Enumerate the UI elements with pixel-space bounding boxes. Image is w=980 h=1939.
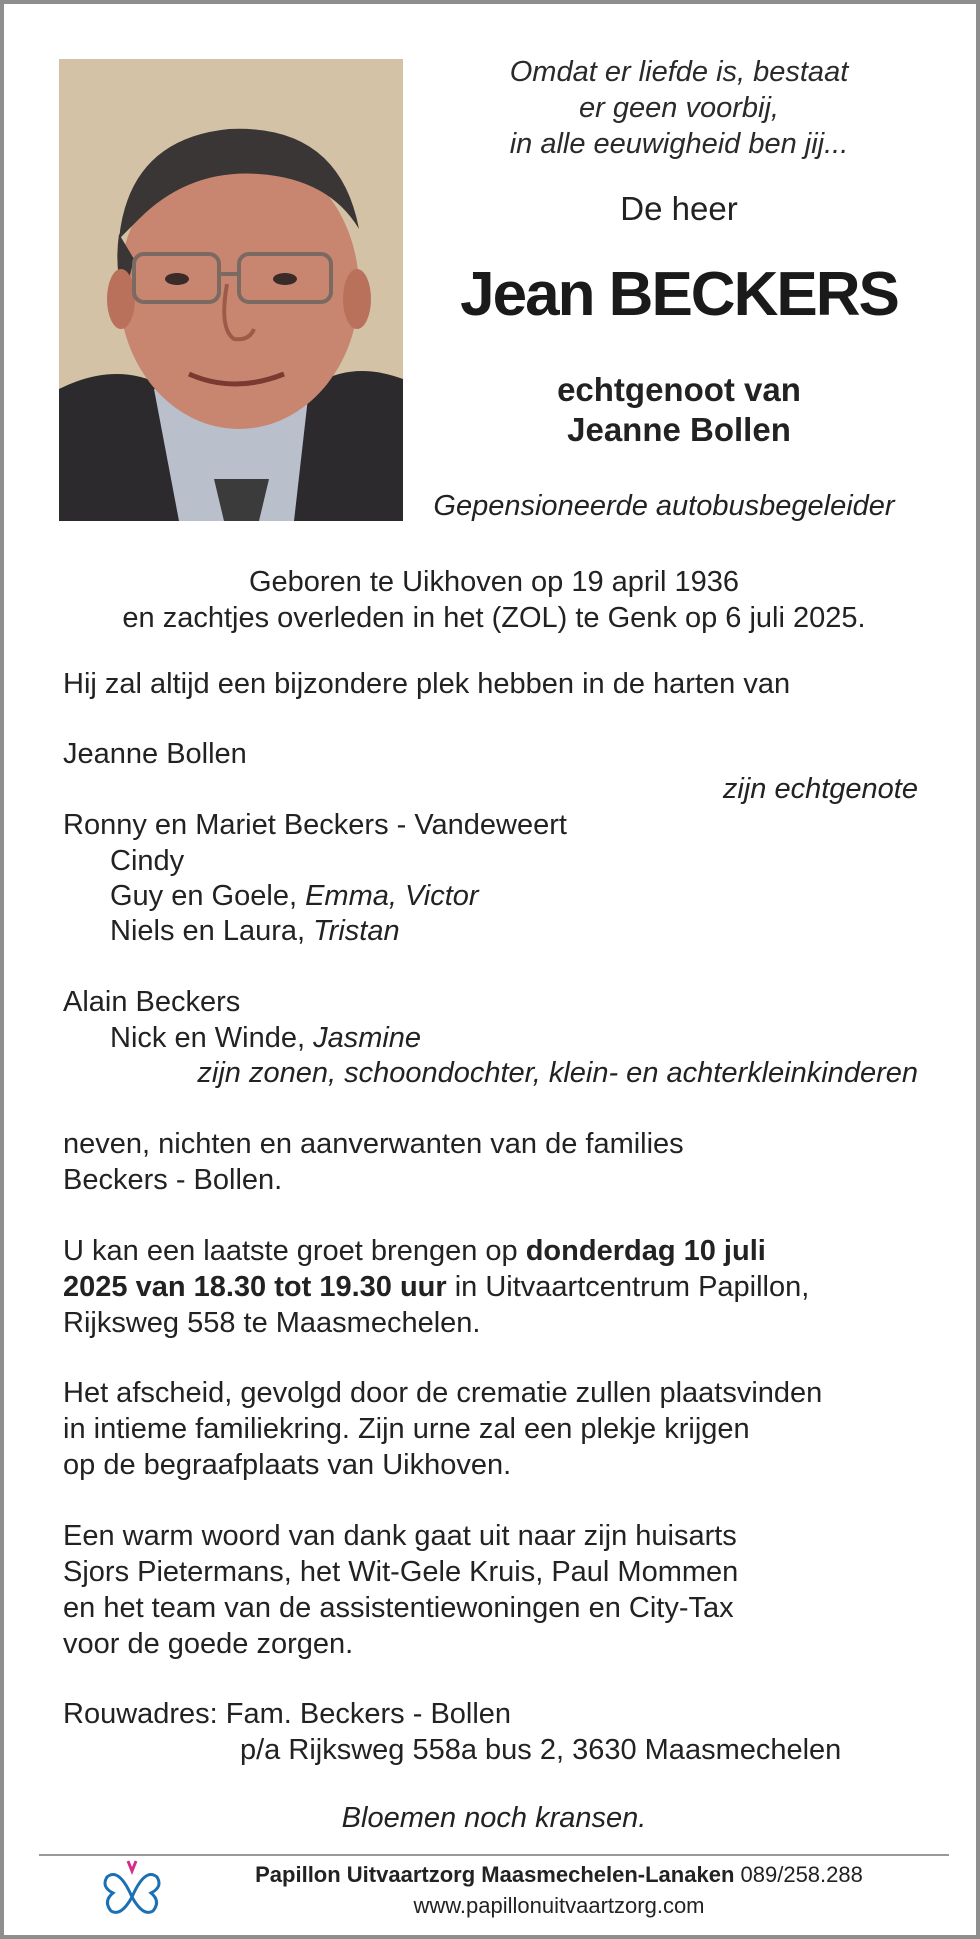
poem-line: Omdat er liefde is, bestaat	[509, 56, 849, 88]
farewell-line: in intieme familiekring. Zijn urne zal een plekje krijgen	[63, 1413, 750, 1445]
great-grandchildren: Jasmine	[313, 1022, 422, 1054]
address-line-1: Rouwadres: Fam. Beckers - Bollen	[63, 1698, 512, 1730]
grandchild-3	[110, 913, 400, 949]
spouse-name: Jeanne Bollen	[567, 411, 791, 448]
address-line-2: p/a Rijksweg 558a bus 2, 3630 Maasmechelen	[240, 1734, 842, 1766]
relatives	[63, 1126, 684, 1198]
visitation-time: 2025 van 18.30 tot 19.30 uur	[63, 1271, 447, 1303]
visitation	[63, 1233, 809, 1341]
funeral-home-website[interactable]: www.papillonuitvaartzorg.com	[413, 1893, 705, 1918]
poem	[444, 54, 914, 162]
farewell-line: Het afscheid, gevolgd door de crematie zullen plaatsvinden	[63, 1377, 823, 1409]
funeral-home-name: Papillon Uitvaartzorg Maasmechelen-Lanaken	[255, 1862, 735, 1887]
visitation-line: 2025 van 18.30 tot 19.30 uur in Uitvaartcentrum Papillon,	[63, 1271, 810, 1303]
footer-divider	[39, 1854, 949, 1856]
grandchild-names: Guy en Goele,	[110, 880, 297, 912]
thanks	[63, 1518, 738, 1662]
funeral-home-phone[interactable]: 089/258.288	[740, 1862, 863, 1887]
grandchild-4	[110, 1020, 421, 1056]
birth-line: Geboren te Uikhoven op 19 april 1936	[248, 566, 740, 598]
occupation: Gepensioneerde autobusbegeleider	[433, 490, 895, 522]
salutation: De heer	[620, 190, 738, 227]
funeral-home	[189, 1862, 929, 1888]
death-line: en zachtjes overleden in het (ZOL) te Genk op 6 juli 2025.	[122, 602, 866, 634]
great-grandchildren: Tristan	[313, 915, 400, 947]
portrait-photo	[59, 59, 403, 521]
birth-death-info	[59, 564, 929, 636]
thanks-line: en het team van de assistentiewoningen en City-Tax	[63, 1592, 734, 1624]
grandchild-names: Niels en Laura,	[110, 915, 306, 947]
visitation-line: Rijksweg 558 te Maasmechelen.	[63, 1307, 481, 1339]
visitation-line: U kan een laatste groet brengen op donderdag 10 juli	[63, 1235, 766, 1267]
butterfly-icon	[99, 1857, 165, 1923]
son-2: Alain Beckers	[63, 986, 241, 1018]
thanks-line: Een warm woord van dank gaat uit naar zijn huisarts	[63, 1520, 737, 1552]
poem-line: er geen voorbij,	[579, 92, 779, 124]
family-intro: Hij zal altijd een bijzondere plek hebben in de harten van	[63, 668, 791, 700]
spouse-block	[444, 370, 914, 450]
deceased-name: Jean BECKERS	[460, 260, 898, 329]
closing-note: Bloemen noch kransen.	[341, 1802, 647, 1834]
spouse-relation: echtgenoot van	[557, 371, 801, 408]
grandchild-1: Cindy	[110, 845, 185, 877]
grandchild-names: Nick en Winde,	[110, 1022, 306, 1054]
thanks-line: Sjors Pietermans, het Wit-Gele Kruis, Paul Mommen	[63, 1556, 739, 1588]
grandchild-2	[110, 878, 479, 914]
wife-name: Jeanne Bollen	[63, 738, 247, 770]
farewell-line: op de begraafplaats van Uikhoven.	[63, 1449, 512, 1481]
relatives-line: Beckers - Bollen.	[63, 1164, 283, 1196]
farewell	[63, 1375, 822, 1483]
thanks-line: voor de goede zorgen.	[63, 1628, 354, 1660]
children-role: zijn zonen, schoondochter, klein- en achterkleinkinderen	[197, 1057, 918, 1089]
wife-role: zijn echtgenote	[722, 773, 918, 805]
relatives-line: neven, nichten en aanverwanten van de families	[63, 1128, 684, 1160]
great-grandchildren: Emma, Victor	[305, 880, 479, 912]
poem-line: in alle eeuwigheid ben jij...	[509, 128, 849, 160]
son-1: Ronny en Mariet Beckers - Vandeweert	[63, 809, 567, 841]
visitation-date: donderdag 10 juli	[525, 1235, 766, 1267]
